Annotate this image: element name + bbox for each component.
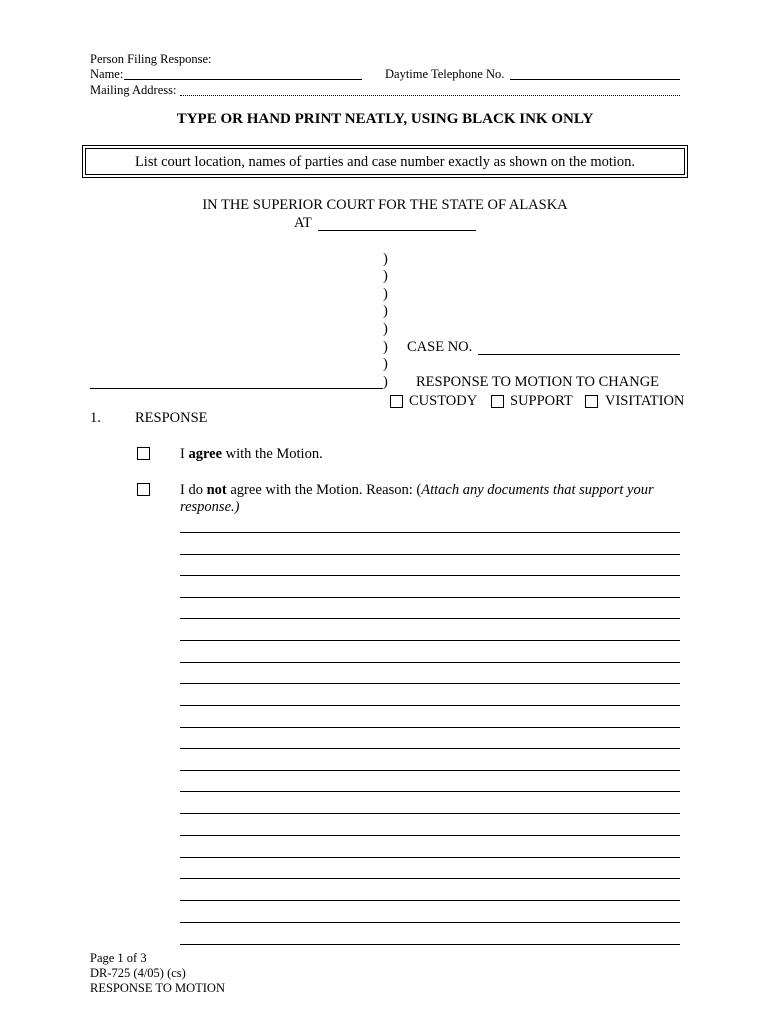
caption-paren: ) bbox=[383, 339, 388, 355]
reason-line[interactable] bbox=[180, 770, 680, 771]
agree-checkbox[interactable] bbox=[137, 447, 150, 460]
caption-paren: ) bbox=[383, 251, 388, 267]
visitation-label: VISITATION bbox=[605, 393, 685, 409]
reason-line[interactable] bbox=[180, 618, 680, 619]
section-number: 1. bbox=[90, 410, 101, 426]
custody-label: CUSTODY bbox=[409, 393, 478, 409]
reason-line[interactable] bbox=[180, 640, 680, 641]
footer-page: Page 1 of 3 bbox=[90, 951, 147, 965]
custody-checkbox[interactable] bbox=[390, 395, 403, 408]
section-heading: RESPONSE bbox=[135, 410, 208, 426]
reason-line[interactable] bbox=[180, 878, 680, 879]
name-field-line[interactable] bbox=[124, 79, 362, 80]
caption-paren: ) bbox=[383, 374, 388, 390]
case-no-line[interactable] bbox=[478, 354, 680, 355]
reason-line[interactable] bbox=[180, 922, 680, 923]
disagree-statement bbox=[180, 482, 682, 516]
reason-line[interactable] bbox=[180, 813, 680, 814]
reason-line[interactable] bbox=[180, 835, 680, 836]
instruction-title: TYPE OR HAND PRINT NEATLY, USING BLACK INK ONLY bbox=[176, 111, 594, 127]
disagree-text-bold: not bbox=[206, 482, 227, 498]
person-filing-label: Person Filing Response: bbox=[90, 52, 212, 66]
caption-paren: ) bbox=[383, 286, 388, 302]
support-checkbox[interactable] bbox=[491, 395, 504, 408]
disagree-text-italic: Attach any documents that support your response.) bbox=[180, 482, 654, 515]
reason-line[interactable] bbox=[180, 705, 680, 706]
address-label: Mailing Address: bbox=[90, 83, 177, 97]
agree-text-pre: I bbox=[180, 446, 189, 462]
disagree-text-mid: agree with the Motion. Reason: ( bbox=[226, 482, 422, 498]
court-at-label: AT bbox=[294, 215, 312, 231]
caption-paren: ) bbox=[383, 321, 388, 337]
disagree-text-pre: I do bbox=[180, 482, 207, 498]
reason-line[interactable] bbox=[180, 791, 680, 792]
support-label: SUPPORT bbox=[510, 393, 573, 409]
footer-form-id: DR-725 (4/05) (cs) bbox=[90, 966, 186, 980]
disagree-checkbox[interactable] bbox=[137, 483, 150, 496]
agree-text-bold: agree bbox=[188, 446, 223, 462]
reason-line[interactable] bbox=[180, 662, 680, 663]
address-field-line[interactable] bbox=[180, 95, 680, 96]
reason-line[interactable] bbox=[180, 683, 680, 684]
reason-line[interactable] bbox=[180, 532, 680, 533]
footer-form-name: RESPONSE TO MOTION bbox=[90, 981, 225, 995]
caption-paren: ) bbox=[383, 356, 388, 372]
agree-text-post: with the Motion. bbox=[222, 446, 323, 462]
court-heading: IN THE SUPERIOR COURT FOR THE STATE OF ALASKA bbox=[202, 197, 568, 213]
document-title: RESPONSE TO MOTION TO CHANGE bbox=[416, 374, 660, 390]
caption-paren: ) bbox=[383, 268, 388, 284]
name-label: Name: bbox=[90, 67, 124, 81]
reason-line[interactable] bbox=[180, 575, 680, 576]
reason-line[interactable] bbox=[180, 944, 680, 945]
reason-line[interactable] bbox=[180, 727, 680, 728]
court-location-line[interactable] bbox=[318, 230, 476, 231]
reason-line[interactable] bbox=[180, 857, 680, 858]
reason-line[interactable] bbox=[180, 597, 680, 598]
instruction-box bbox=[82, 145, 688, 178]
caption-paren: ) bbox=[383, 303, 388, 319]
parties-line[interactable] bbox=[90, 388, 383, 389]
case-no-label: CASE NO. bbox=[407, 339, 473, 355]
reason-line[interactable] bbox=[180, 748, 680, 749]
reason-line[interactable] bbox=[180, 554, 680, 555]
agree-statement bbox=[180, 446, 323, 463]
instruction-box-text: List court location, names of parties and case number exactly as shown on the motion. bbox=[134, 154, 636, 170]
phone-label: Daytime Telephone No. bbox=[385, 67, 505, 81]
reason-line[interactable] bbox=[180, 900, 680, 901]
visitation-checkbox[interactable] bbox=[585, 395, 598, 408]
phone-field-line[interactable] bbox=[510, 79, 680, 80]
